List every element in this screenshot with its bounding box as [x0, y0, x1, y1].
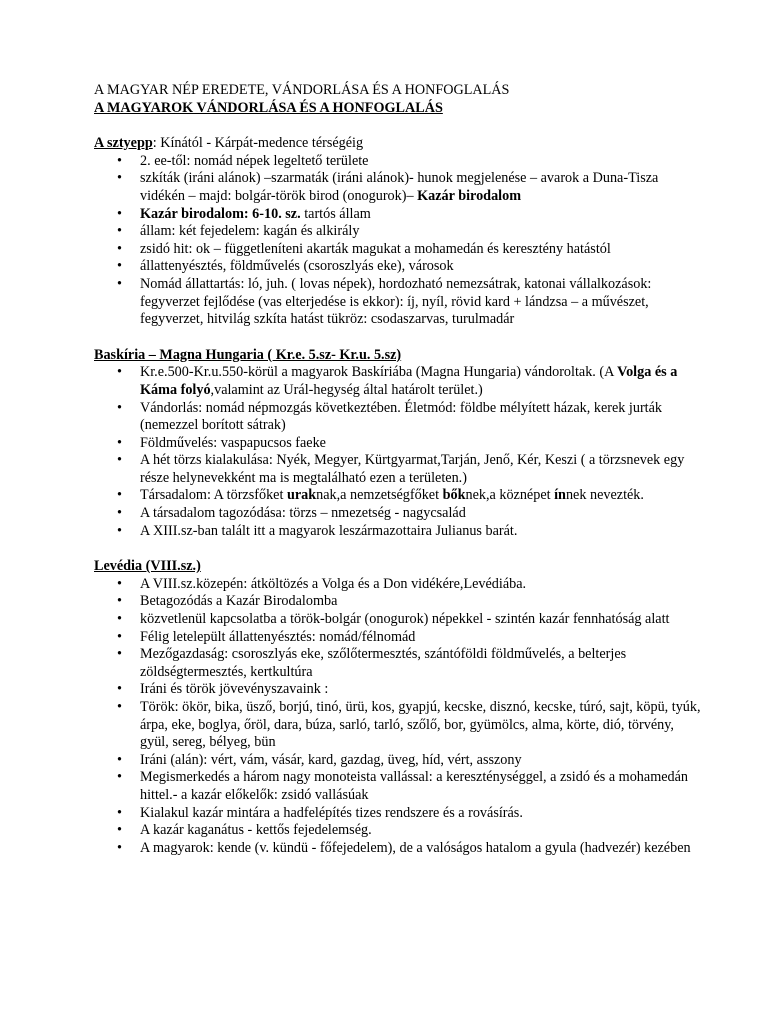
list-item	[94, 752, 704, 770]
bullet-icon: •	[117, 681, 122, 698]
item-text: zsidó hit: ok – függetleníteni akarták magukat a mohamedán és keresztény hatástól	[140, 240, 611, 257]
bold-text: urak	[286, 487, 317, 504]
document-body	[94, 135, 704, 857]
item-text: szkíták (iráni alánok) –szarmaták (iráni alánok)- hunok megjelenése – avarok a Duna-Tisza vidékén – majd: bolgár-török birod (onogurok)–	[140, 170, 659, 204]
bullet-icon: •	[117, 170, 122, 187]
item-text: Iráni és török jövevényszavaink :	[140, 681, 329, 698]
item-text: Mezőgazdaság: csoroszlyás eke, szőlőtermesztés, szántóföldi földművelés, a belterjes zöldségtermesztés, kertkultúra	[140, 646, 627, 680]
bullet-icon: •	[117, 240, 122, 257]
bullet-icon: •	[117, 434, 122, 451]
item-text: Félig letelepült állattenyésztés: nomád/félnomád	[140, 628, 416, 645]
bullet-icon: •	[117, 628, 122, 645]
bullet-icon: •	[117, 822, 122, 839]
section-heading-subtitle: : Kínától - Kárpát-medence térségéig	[152, 135, 364, 152]
bold-text: bők	[442, 487, 466, 504]
list-item	[94, 593, 704, 611]
item-text: Társadalom: A törzsfőket	[140, 487, 287, 504]
section-heading	[94, 135, 704, 153]
item-text: Földművelés: vaspapucsos faeke	[140, 434, 326, 451]
document-page	[94, 82, 704, 875]
list-item	[94, 822, 704, 840]
list-item	[94, 805, 704, 823]
section-heading-title: Levédia (VIII.sz.)	[94, 558, 201, 575]
item-text: Vándorlás: nomád népmozgás következtében. Életmód: földbe mélyített házak, kerek jurták (nemezzel borított sátrak)	[140, 399, 663, 434]
list-item	[94, 769, 704, 804]
item-text: nek nevezték.	[565, 487, 644, 504]
list-item	[94, 576, 704, 594]
item-text: közvetlenül kapcsolatba a török-bolgár (onogurok) népekkel - szintén kazár fennhatóság alatt	[140, 611, 670, 628]
bullet-icon: •	[117, 487, 122, 504]
item-text: A hét törzs kialakulása: Nyék, Megyer, Kürtgyarmat,Tarján, Jenő, Kér, Keszi ( a törzsnevek egy része helynevekként ma is megtalálható ezen a területen.)	[140, 452, 685, 486]
list-item	[94, 629, 704, 647]
document-subtitle: A MAGYAROK VÁNDORLÁSA ÉS A HONFOGLALÁS	[94, 99, 443, 116]
bullet-icon: •	[117, 839, 122, 856]
item-text: A XIII.sz-ban talált itt a magyarok leszármazottaira Julianus barát.	[140, 522, 518, 539]
bullet-icon: •	[117, 611, 122, 628]
section-heading-title: Baskíria – Magna Hungaria ( Kr.e. 5.sz- Kr.u. 5.sz)	[94, 346, 402, 363]
section-3	[94, 558, 704, 857]
section-heading-title: A sztyepp	[94, 135, 153, 152]
item-text: állattenyésztés, földművelés (csoroszlyás eke), városok	[140, 258, 454, 275]
bullet-icon: •	[117, 452, 122, 469]
item-text: A magyarok: kende (v. kündü - főfejedelem), de a valóságos hatalom a gyula (hadvezér) kezében	[140, 839, 691, 856]
item-text: Török: ökör, bika, üsző, borjú, tinó, ürü, kos, gyapjú, kecske, disznó, kecske, túró, sajt, köpü, tyúk, árpa, eke, boglya, őröl, dara, búza, sarló, tarló, szőlő, bor, gyümölcs, alma, körte, dió, törvény, gyül, sereg, bélyeg, bün	[140, 699, 701, 751]
bullet-icon: •	[117, 699, 122, 715]
item-text: A VIII.sz.közepén: átköltözés a Volga és a Don vidékére,Levédiába.	[140, 575, 527, 592]
section-2	[94, 347, 704, 541]
item-text: tartós állam	[300, 205, 371, 222]
bullet-icon: •	[117, 646, 122, 663]
list-item	[94, 681, 704, 699]
document-title: A MAGYAR NÉP EREDETE, VÁNDORLÁSA ÉS A HONFOGLALÁS	[94, 82, 510, 98]
bullet-icon: •	[117, 152, 122, 169]
bullet-list	[94, 576, 704, 858]
bullet-icon: •	[117, 593, 122, 610]
item-text: Kr.e.500-Kr.u.550-körül a magyarok Baskíriába (Magna Hungaria) vándoroltak. (A	[140, 364, 618, 381]
section-heading	[94, 558, 704, 576]
list-item	[94, 505, 704, 523]
bold-text: Volga és a Káma folyó	[140, 364, 678, 398]
list-item	[94, 241, 704, 259]
bullet-icon: •	[117, 223, 122, 240]
bullet-list	[94, 364, 704, 540]
bullet-icon: •	[117, 505, 122, 522]
bold-text: Kazár birodalom: 6-10. sz.	[140, 205, 301, 222]
bullet-icon: •	[117, 751, 122, 768]
section-1	[94, 135, 704, 329]
bullet-icon: •	[117, 205, 122, 222]
list-item	[94, 840, 704, 858]
item-text: Nomád állattartás: ló, juh. ( lovas népek), hordozható nemezsátrak, katonai vállalkozások: fegyverzet fejlődése (vas elterjedése is ekkor): íj, nyíl, rövid kard + lándzsa – a művészet, fegyverzet, hitvilág szkíta hatást tükröz: csodaszarvas, turulmadár	[140, 275, 652, 328]
list-item	[94, 206, 704, 224]
bold-text: Kazár birodalom	[417, 187, 522, 204]
bullet-icon: •	[117, 522, 122, 539]
bullet-icon: •	[117, 364, 122, 381]
bullet-icon: •	[117, 399, 122, 416]
list-item	[94, 452, 704, 487]
bullet-icon: •	[117, 804, 122, 821]
list-item	[94, 258, 704, 276]
item-text: Iráni (alán): vért, vám, vásár, kard, gazdag, üveg, híd, vért, asszony	[140, 751, 522, 768]
bold-text: ín	[554, 487, 566, 504]
bullet-icon: •	[117, 275, 122, 292]
item-text: Betagozódás a Kazár Birodalomba	[140, 593, 338, 610]
list-item	[94, 153, 704, 171]
section-heading	[94, 347, 704, 365]
list-item	[94, 223, 704, 241]
list-item	[94, 699, 704, 752]
list-item	[94, 170, 704, 205]
list-item	[94, 276, 704, 329]
list-item	[94, 364, 704, 399]
bullet-icon: •	[117, 575, 122, 592]
item-text: nak,a nemzetségfőket	[316, 487, 443, 504]
list-item	[94, 400, 704, 435]
list-item	[94, 611, 704, 629]
item-text: Kialakul kazár mintára a hadfelépítés tizes rendszere és a rovásírás.	[140, 804, 523, 821]
item-text: A kazár kaganátus - kettős fejedelemség.	[140, 822, 372, 839]
item-text: állam: két fejedelem: kagán és alkirály	[140, 223, 360, 240]
item-text: 2. ee-től: nomád népek legeltető területe	[140, 152, 369, 169]
item-text: Megismerkedés a három nagy monoteista vallással: a kereszténységgel, a zsidó és a mohamedán hittel.- a kazár előkelők: zsidó vallásúak	[140, 769, 689, 803]
bullet-icon: •	[117, 258, 122, 275]
bullet-list	[94, 153, 704, 329]
list-item	[94, 435, 704, 453]
list-item	[94, 487, 704, 505]
item-text: nek,a köznépet	[465, 487, 555, 504]
list-item	[94, 523, 704, 541]
list-item	[94, 646, 704, 681]
item-text: ,valamint az Urál-hegység által határolt terület.)	[210, 381, 483, 398]
bullet-icon: •	[117, 769, 122, 786]
item-text: A társadalom tagozódása: törzs – nmezetség - nagycsalád	[140, 505, 466, 522]
